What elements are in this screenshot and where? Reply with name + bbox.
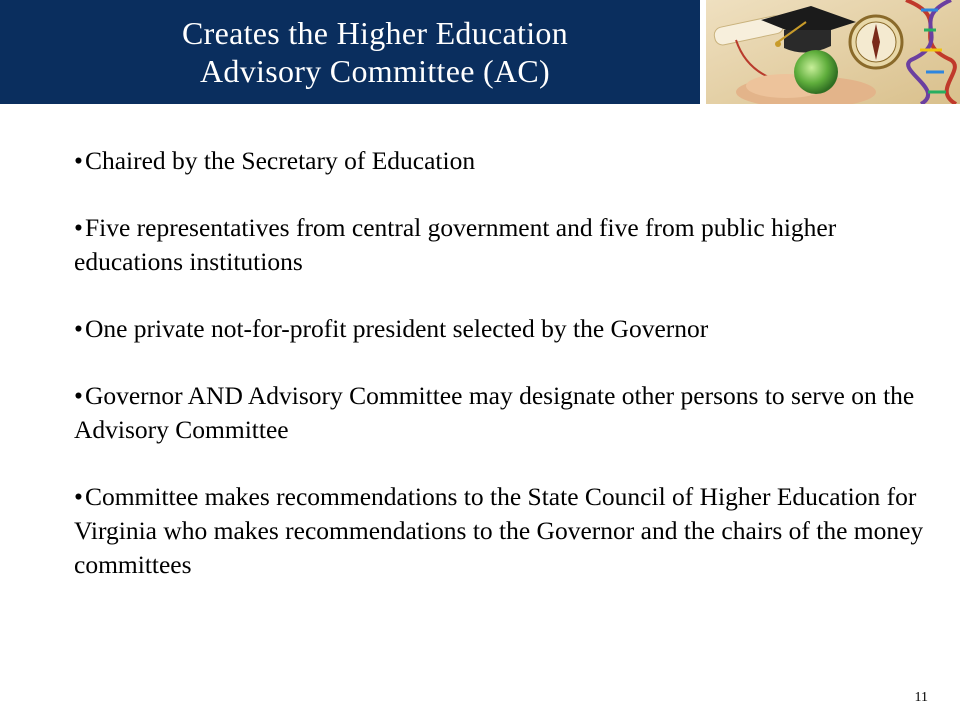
bullet-item xyxy=(74,312,944,346)
bullet-marker: • xyxy=(74,381,83,410)
bullet-item xyxy=(74,480,944,582)
compass-icon xyxy=(850,16,902,68)
title-banner xyxy=(0,0,700,104)
bullet-text: One private not-for-profit president selected by the Governor xyxy=(84,314,709,343)
education-collage-image xyxy=(706,0,960,104)
bullet-list xyxy=(74,144,944,615)
slide-title-line-2: Advisory Committee (AC) xyxy=(200,53,550,89)
bullet-item xyxy=(74,379,944,447)
bullet-item xyxy=(74,211,944,279)
bullet-marker: • xyxy=(74,213,83,242)
bullet-item xyxy=(74,144,944,178)
bullet-text: Chaired by the Secretary of Education xyxy=(84,146,476,175)
bullet-marker: • xyxy=(74,314,83,343)
bullet-text: Governor AND Advisory Committee may designate other persons to serve on the Advisory Committee xyxy=(74,381,915,444)
page-number: 11 xyxy=(914,690,928,705)
bullet-text: Five representatives from central government and five from public higher educations institutions xyxy=(74,213,837,276)
bullet-text: Committee makes recommendations to the State Council of Higher Education for Virginia who makes recommendations to the Governor and the chairs of the money committees xyxy=(74,482,924,579)
slide-title-line-1: Creates the Higher Education xyxy=(181,15,569,51)
bullet-marker: • xyxy=(74,146,83,175)
bullet-marker: • xyxy=(74,482,83,511)
